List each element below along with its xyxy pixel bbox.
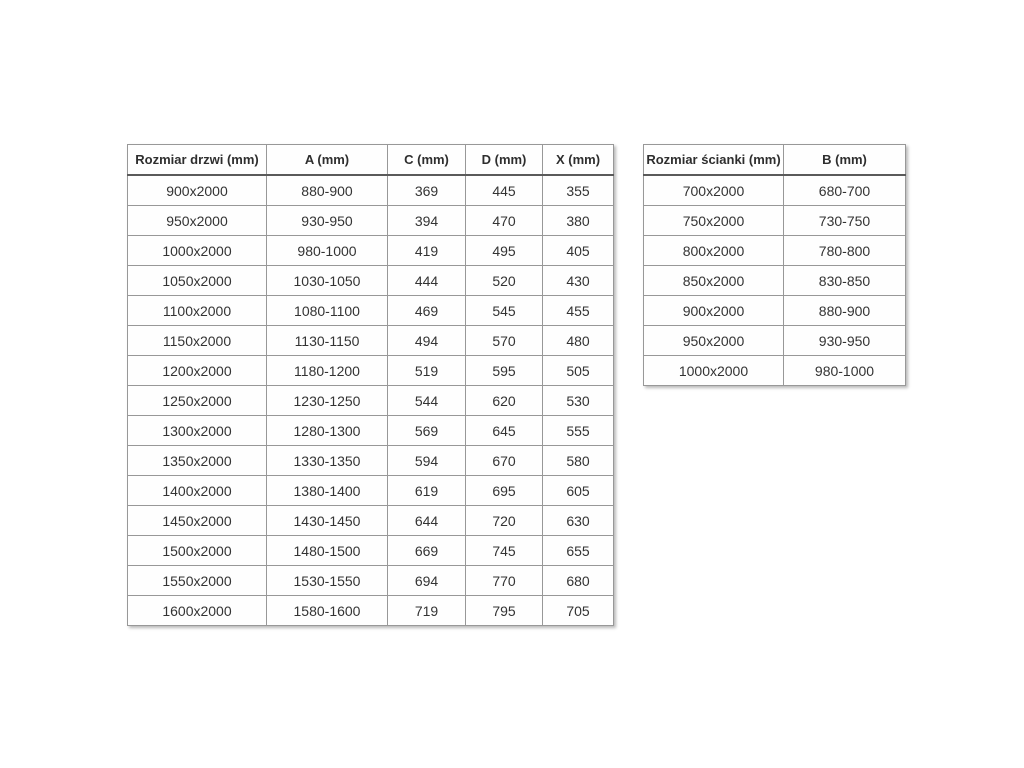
table-cell: 505 [543, 356, 614, 386]
table-cell: 570 [466, 326, 543, 356]
table-cell: 1600x2000 [128, 596, 267, 626]
door-sizes-table [127, 144, 614, 626]
table-cell: 1530-1550 [267, 566, 388, 596]
table-cell: 595 [466, 356, 543, 386]
table-cell: 1230-1250 [267, 386, 388, 416]
table-row [128, 566, 614, 596]
table-cell: 419 [388, 236, 466, 266]
table-cell: 594 [388, 446, 466, 476]
column-header: D (mm) [466, 145, 543, 176]
table-cell: 380 [543, 206, 614, 236]
table-cell: 580 [543, 446, 614, 476]
table-cell: 850x2000 [644, 266, 784, 296]
table-cell: 1300x2000 [128, 416, 267, 446]
table-row [128, 446, 614, 476]
table-row [128, 476, 614, 506]
table-cell: 555 [543, 416, 614, 446]
table-cell: 1380-1400 [267, 476, 388, 506]
table-row [128, 296, 614, 326]
table-cell: 900x2000 [644, 296, 784, 326]
table-cell: 1350x2000 [128, 446, 267, 476]
table-cell: 530 [543, 386, 614, 416]
table-cell: 669 [388, 536, 466, 566]
table-cell: 1200x2000 [128, 356, 267, 386]
column-header: X (mm) [543, 145, 614, 176]
table-row [128, 236, 614, 266]
table-cell: 644 [388, 506, 466, 536]
table-cell: 1550x2000 [128, 566, 267, 596]
table-cell: 800x2000 [644, 236, 784, 266]
table-row [128, 416, 614, 446]
table-row [644, 296, 906, 326]
table-cell: 1480-1500 [267, 536, 388, 566]
table-row [128, 175, 614, 206]
table-row [128, 596, 614, 626]
table-cell: 444 [388, 266, 466, 296]
table-cell: 880-900 [267, 175, 388, 206]
table-cell: 680 [543, 566, 614, 596]
table-cell: 495 [466, 236, 543, 266]
table-row [128, 326, 614, 356]
table-cell: 445 [466, 175, 543, 206]
table-cell: 720 [466, 506, 543, 536]
door-sizes-header-row [128, 145, 614, 176]
table-cell: 930-950 [267, 206, 388, 236]
table-cell: 494 [388, 326, 466, 356]
table-cell: 670 [466, 446, 543, 476]
table-cell: 705 [543, 596, 614, 626]
table-cell: 795 [466, 596, 543, 626]
table-cell: 605 [543, 476, 614, 506]
table-row [644, 356, 906, 386]
table-cell: 950x2000 [128, 206, 267, 236]
table-cell: 700x2000 [644, 175, 784, 206]
table-cell: 620 [466, 386, 543, 416]
table-cell: 394 [388, 206, 466, 236]
table-cell: 750x2000 [644, 206, 784, 236]
table-cell: 1400x2000 [128, 476, 267, 506]
table-cell: 545 [466, 296, 543, 326]
table-cell: 1150x2000 [128, 326, 267, 356]
table-row [644, 175, 906, 206]
table-cell: 1180-1200 [267, 356, 388, 386]
table-cell: 830-850 [784, 266, 906, 296]
table-cell: 520 [466, 266, 543, 296]
table-row [644, 266, 906, 296]
table-row [644, 236, 906, 266]
table-cell: 930-950 [784, 326, 906, 356]
table-row [128, 356, 614, 386]
table-cell: 900x2000 [128, 175, 267, 206]
column-header: A (mm) [267, 145, 388, 176]
wall-sizes-header-row [644, 145, 906, 176]
table-cell: 369 [388, 175, 466, 206]
table-row [128, 536, 614, 566]
table-cell: 655 [543, 536, 614, 566]
table-cell: 1030-1050 [267, 266, 388, 296]
table-cell: 480 [543, 326, 614, 356]
table-cell: 430 [543, 266, 614, 296]
table-cell: 1000x2000 [128, 236, 267, 266]
table-cell: 950x2000 [644, 326, 784, 356]
table-cell: 405 [543, 236, 614, 266]
table-cell: 519 [388, 356, 466, 386]
table-cell: 694 [388, 566, 466, 596]
table-cell: 1430-1450 [267, 506, 388, 536]
table-cell: 1330-1350 [267, 446, 388, 476]
table-cell: 469 [388, 296, 466, 326]
column-header: B (mm) [784, 145, 906, 176]
table-cell: 1050x2000 [128, 266, 267, 296]
table-cell: 619 [388, 476, 466, 506]
table-cell: 544 [388, 386, 466, 416]
table-cell: 980-1000 [784, 356, 906, 386]
table-cell: 1450x2000 [128, 506, 267, 536]
table-cell: 1000x2000 [644, 356, 784, 386]
table-row [644, 326, 906, 356]
table-cell: 880-900 [784, 296, 906, 326]
table-cell: 745 [466, 536, 543, 566]
table-cell: 770 [466, 566, 543, 596]
table-cell: 1100x2000 [128, 296, 267, 326]
table-cell: 470 [466, 206, 543, 236]
table-cell: 730-750 [784, 206, 906, 236]
table-row [128, 266, 614, 296]
table-cell: 355 [543, 175, 614, 206]
table-cell: 569 [388, 416, 466, 446]
table-cell: 1580-1600 [267, 596, 388, 626]
table-row [128, 386, 614, 416]
table-cell: 1500x2000 [128, 536, 267, 566]
table-cell: 695 [466, 476, 543, 506]
table-cell: 630 [543, 506, 614, 536]
table-cell: 455 [543, 296, 614, 326]
column-header: Rozmiar ścianki (mm) [644, 145, 784, 176]
column-header: C (mm) [388, 145, 466, 176]
table-cell: 1130-1150 [267, 326, 388, 356]
table-cell: 980-1000 [267, 236, 388, 266]
table-row [128, 206, 614, 236]
table-cell: 1280-1300 [267, 416, 388, 446]
table-cell: 645 [466, 416, 543, 446]
table-row [128, 506, 614, 536]
wall-sizes-table [643, 144, 906, 386]
column-header: Rozmiar drzwi (mm) [128, 145, 267, 176]
table-cell: 780-800 [784, 236, 906, 266]
table-cell: 1080-1100 [267, 296, 388, 326]
table-cell: 1250x2000 [128, 386, 267, 416]
table-cell: 680-700 [784, 175, 906, 206]
table-cell: 719 [388, 596, 466, 626]
table-row [644, 206, 906, 236]
